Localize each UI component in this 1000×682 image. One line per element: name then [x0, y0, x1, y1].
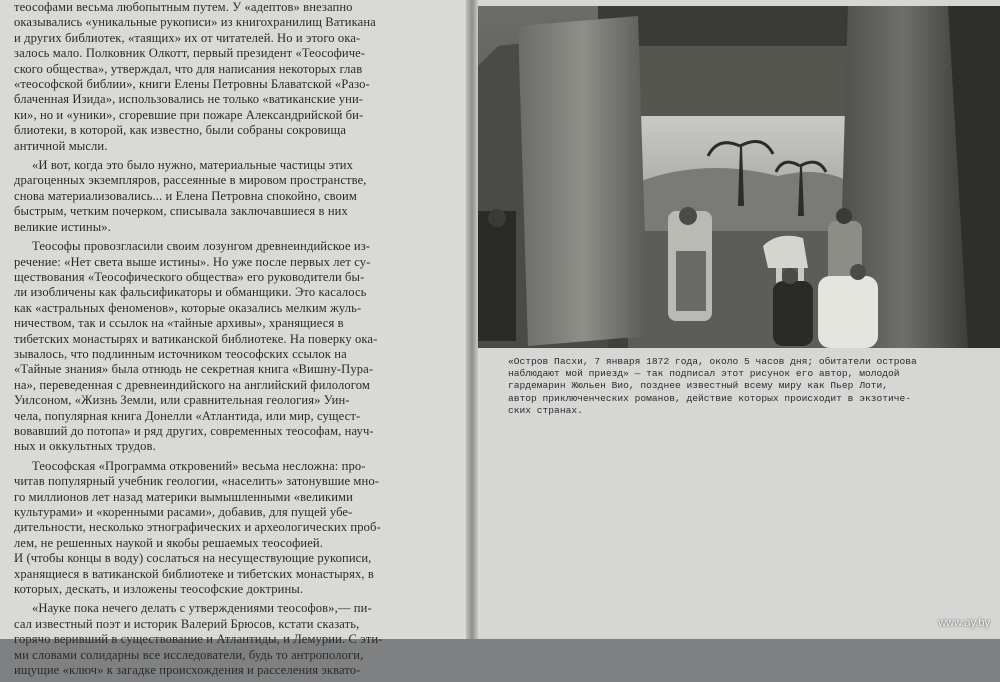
paragraph [14, 0, 458, 154]
text-line: тибетских монастырях и ватиканской библиотеке. На поверку ока- [14, 331, 378, 346]
text-line: вовавший до потопа» и ряд других, современных теософам, науч- [14, 423, 374, 438]
text-line: античной мысли. [14, 138, 108, 153]
text-line: Теософы провозгласили своим лозунгом древнеиндийское из- [32, 239, 371, 254]
text-line: ществования «Теософического общества» его руководители бы- [14, 269, 365, 284]
text-line: дительности, несколько этнографических и археологических проб- [14, 520, 381, 535]
watermark: www.ay.by [938, 617, 990, 629]
text-line: ищущие «ключ» к загадке происхождения и расселения эквато- [14, 663, 361, 678]
text-line: великие истины». [14, 219, 111, 234]
text-line: ми словами солидарны все исследователи, будь то антропологи, [14, 647, 364, 662]
paragraph [14, 459, 458, 598]
text-line: ли изобличены как фальсификаторы и обманщики. Это касалось [14, 285, 367, 300]
text-line: ки», но и «уники», сгоревшие при пожаре Александрийской би- [14, 107, 364, 122]
text-line: читав популярный учебник геологии, «населить» затонувшие мно- [14, 474, 380, 489]
caption-line: «Остров Пасхи, 7 января 1872 года, около 5 часов дня; обитатели острова [508, 356, 917, 367]
text-line: И (чтобы концы в воду) сослаться на несуществующие рукописи, [14, 551, 372, 566]
paragraph [14, 158, 458, 235]
text-line: Теософская «Программа откровений» весьма несложна: про- [32, 458, 366, 473]
text-line: чела, популярная книга Донелли «Атлантида, или мир, сущест- [14, 408, 361, 423]
text-line: Уилсоном, «Жизнь Земли, или сравнительная геология» Уин- [14, 393, 350, 408]
caption-line: гардемарин Жюльен Вио, позднее известный всему миру как Пьер Лоти, [508, 380, 888, 392]
caption-line: автор приключенческих романов, действие которых происходит в экзотиче- [508, 392, 912, 404]
text-line: речение: «Нет света выше истины». Но уже после первых лет су- [14, 254, 371, 269]
easter-island-photo [478, 6, 1000, 348]
left-page [0, 0, 470, 678]
text-line: сал известный поэт и историк Валерий Брюсов, кстати сказать, [14, 616, 360, 631]
caption-line: ских странах. [508, 404, 583, 416]
text-line: зывалось, что подлинным источником теософских ссылок на [14, 346, 347, 361]
text-line: снова материализовались... и Елена Петровна спокойно, своим [14, 188, 357, 203]
text-line: быстрым, четким почерком, списывала заключавшиеся в них [14, 204, 348, 219]
text-line: лем, не решенных наукой и якобы решаемых теософией. [14, 535, 324, 550]
caption-line: наблюдают мой приезд» — так подписал этот рисунок его автор, молодой [508, 368, 900, 380]
text-line: теософами весьма любопытным путем. У «адептов» внезапно [14, 0, 353, 14]
text-line: как «астральных феноменов», которые оказались мелким жуль- [14, 300, 362, 315]
text-line: драгоценных экземпляров, рассеянные в мировом пространстве, [14, 173, 367, 188]
text-line: и других библиотек, «таящих» их от читателей. Но и этого ока- [14, 30, 361, 45]
text-line: которых, дескать, и изложены теософские доктрины. [14, 582, 304, 597]
text-line: ничеством, так и ссылок на «тайные архивы», хранящиеся в [14, 316, 344, 331]
text-line: культурами» и «коренными расами», добавив, для пущей убе- [14, 505, 353, 519]
paragraph [14, 239, 458, 455]
text-line: «И вот, когда это было нужно, материальные частицы этих [32, 158, 354, 173]
book-gutter [466, 0, 478, 639]
text-line: на», переведенная с древнеиндийского на английский филологом [14, 377, 370, 392]
text-line: «Тайные знания» была отнюдь не секретная книга «Вишну-Пура- [14, 362, 374, 377]
text-line: ных и оккультных трудов. [14, 439, 156, 454]
right-page [478, 0, 1000, 639]
text-line: блиотеки, в которой, как известно, были собраны сокровища [14, 123, 347, 138]
text-line: блаченная Изида», использовались не только «ватиканские уни- [14, 92, 364, 107]
body-text [14, 0, 458, 682]
text-line: оказывались «уникальные рукописи» из книгохранилищ Ватикана [14, 15, 376, 30]
text-line: ского общества», утверждал, что для написания некоторых глав [14, 61, 363, 76]
text-line: «теософской библии», книги Елены Петровны Блаватской «Разо- [14, 77, 370, 92]
text-line: горячо веривший в существование и Атлантиды, и Лемурии. С эти- [14, 632, 383, 647]
photo-illustration [478, 6, 1000, 348]
text-line: залось мало. Полковник Олкотт, первый президент «Теософиче- [14, 46, 366, 61]
photo-caption [508, 356, 968, 417]
text-line: «Науке пока нечего делать с утверждениями теософов»,— пи- [32, 601, 372, 616]
paragraph [14, 601, 458, 678]
text-line: хранящиеся в ватиканской библиотеке и тибетских монастырях, в [14, 566, 374, 581]
text-line: го миллионов лет назад материки вымышленными «великими [14, 489, 353, 504]
